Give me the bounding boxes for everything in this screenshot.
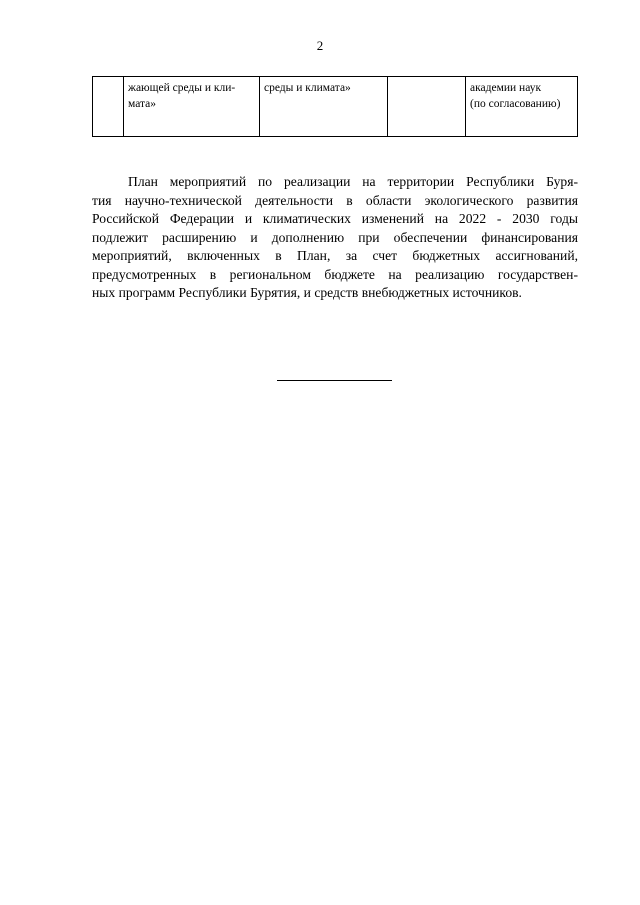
paragraph-line: подлежит расширению и дополнению при обеспечении финансирования [92,229,578,245]
table-cell-deadline [388,77,466,137]
table-cell-event-line-2: мата» [128,98,157,110]
table-cell-responsible-line-1: академии наук [470,82,542,94]
end-of-document-rule [277,380,392,381]
table-cell-responsible [466,77,578,137]
paragraph-line: ных программ Республики Бурятия, и средств внебюджетных источников. [92,285,522,300]
paragraph-line: Российской Федерации и климатических изменений на 2022 - 2030 годы [92,211,578,226]
table-cell-responsible-line-2: (по согласованию) [470,98,561,110]
table-row [93,77,578,137]
paragraph-line: План мероприятий по реализации на территории Республики Буря- [128,174,578,189]
table-cell-event [124,77,260,137]
paragraph-line: тия научно-технической деятельности в области экологического развития [92,192,578,208]
paragraph-line: мероприятий, включенных в План, за счет бюджетных ассигнований, [92,248,578,263]
body-paragraph [92,173,578,303]
table-cell-number [93,77,124,137]
continuation-table [92,76,578,137]
table-cell-event-line-1: жающей среды и кли- [128,82,236,94]
table-cell-result: среды и климата» [260,77,388,137]
page-number: 2 [316,38,324,53]
paragraph-line: предусмотренных в региональном бюджете на реализацию государствен- [92,266,578,282]
